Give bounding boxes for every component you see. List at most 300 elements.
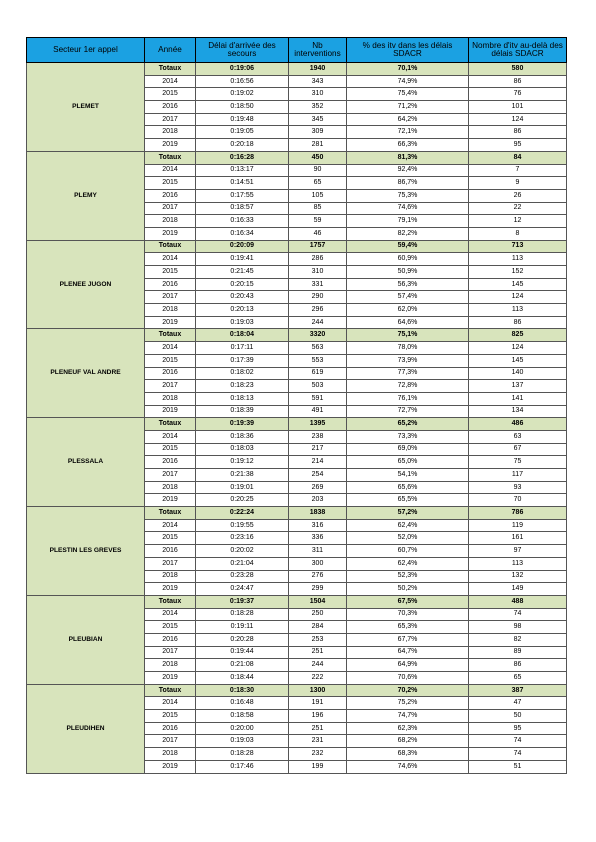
interventions-cell: 191 (289, 697, 347, 710)
beyond-cell: 82 (469, 633, 567, 646)
percent-cell: 62,4% (347, 519, 469, 532)
table-row-total (27, 151, 567, 164)
delay-cell: 0:20:18 (196, 139, 289, 152)
total-percent-cell: 70,1% (347, 63, 469, 76)
year-cell: 2015 (145, 621, 196, 634)
year-cell: 2019 (145, 139, 196, 152)
year-cell: 2016 (145, 367, 196, 380)
total-interventions-cell: 450 (289, 151, 347, 164)
year-cell: 2017 (145, 469, 196, 482)
year-cell: 2014 (145, 253, 196, 266)
percent-cell: 74,7% (347, 710, 469, 723)
beyond-cell: 74 (469, 748, 567, 761)
year-cell: 2015 (145, 443, 196, 456)
percent-cell: 57,4% (347, 291, 469, 304)
delay-cell: 0:19:55 (196, 519, 289, 532)
beyond-cell: 86 (469, 75, 567, 88)
year-cell: 2016 (145, 189, 196, 202)
percent-cell: 52,3% (347, 570, 469, 583)
delay-cell: 0:18:57 (196, 202, 289, 215)
interventions-cell: 46 (289, 227, 347, 240)
beyond-cell: 7 (469, 164, 567, 177)
beyond-cell: 134 (469, 405, 567, 418)
percent-cell: 78,0% (347, 342, 469, 355)
percent-cell: 75,3% (347, 189, 469, 202)
interventions-cell: 563 (289, 342, 347, 355)
total-percent-cell: 57,2% (347, 507, 469, 520)
interventions-cell: 244 (289, 659, 347, 672)
year-cell: 2017 (145, 202, 196, 215)
interventions-cell: 281 (289, 139, 347, 152)
beyond-cell: 86 (469, 126, 567, 139)
beyond-cell: 98 (469, 621, 567, 634)
percent-cell: 67,7% (347, 633, 469, 646)
interventions-cell: 203 (289, 494, 347, 507)
percent-cell: 65,0% (347, 456, 469, 469)
beyond-cell: 124 (469, 291, 567, 304)
beyond-cell: 74 (469, 735, 567, 748)
header-percent-in-delay: % des itv dans les délais SDACR (347, 38, 469, 63)
total-beyond-cell: 486 (469, 418, 567, 431)
percent-cell: 64,6% (347, 316, 469, 329)
year-cell: 2014 (145, 430, 196, 443)
percent-cell: 62,4% (347, 557, 469, 570)
beyond-cell: 140 (469, 367, 567, 380)
percent-cell: 86,7% (347, 177, 469, 190)
delay-cell: 0:18:58 (196, 710, 289, 723)
delay-cell: 0:19:02 (196, 88, 289, 101)
year-cell: 2014 (145, 697, 196, 710)
interventions-cell: 345 (289, 113, 347, 126)
delay-cell: 0:18:28 (196, 608, 289, 621)
interventions-cell: 309 (289, 126, 347, 139)
beyond-cell: 65 (469, 672, 567, 685)
delay-cell: 0:16:48 (196, 697, 289, 710)
delay-cell: 0:20:15 (196, 278, 289, 291)
beyond-cell: 9 (469, 177, 567, 190)
beyond-cell: 26 (469, 189, 567, 202)
beyond-cell: 113 (469, 253, 567, 266)
percent-cell: 65,3% (347, 621, 469, 634)
year-cell: 2018 (145, 304, 196, 317)
interventions-cell: 105 (289, 189, 347, 202)
year-cell: 2017 (145, 113, 196, 126)
year-cell: 2016 (145, 722, 196, 735)
total-interventions-cell: 1300 (289, 684, 347, 697)
intervention-delays-table (26, 37, 567, 774)
sector-cell: PLEUDIHEN (27, 684, 145, 773)
delay-cell: 0:18:50 (196, 101, 289, 114)
total-interventions-cell: 1504 (289, 595, 347, 608)
year-cell: 2018 (145, 392, 196, 405)
interventions-cell: 214 (289, 456, 347, 469)
interventions-cell: 251 (289, 722, 347, 735)
beyond-cell: 161 (469, 532, 567, 545)
beyond-cell: 50 (469, 710, 567, 723)
beyond-cell: 47 (469, 697, 567, 710)
delay-cell: 0:16:33 (196, 215, 289, 228)
delay-cell: 0:19:44 (196, 646, 289, 659)
interventions-cell: 553 (289, 354, 347, 367)
interventions-cell: 299 (289, 583, 347, 596)
delay-cell: 0:19:11 (196, 621, 289, 634)
year-cell: 2018 (145, 659, 196, 672)
total-beyond-cell: 786 (469, 507, 567, 520)
total-label-cell: Totaux (145, 63, 196, 76)
year-cell: 2019 (145, 227, 196, 240)
interventions-cell: 284 (289, 621, 347, 634)
percent-cell: 56,3% (347, 278, 469, 291)
percent-cell: 70,3% (347, 608, 469, 621)
header-interventions: Nb interventions (289, 38, 347, 63)
year-cell: 2015 (145, 532, 196, 545)
table-row-total (27, 329, 567, 342)
delay-cell: 0:18:13 (196, 392, 289, 405)
percent-cell: 65,5% (347, 494, 469, 507)
year-cell: 2016 (145, 101, 196, 114)
percent-cell: 79,1% (347, 215, 469, 228)
interventions-cell: 199 (289, 760, 347, 773)
interventions-cell: 316 (289, 519, 347, 532)
table-body (27, 63, 567, 774)
beyond-cell: 145 (469, 354, 567, 367)
percent-cell: 75,2% (347, 697, 469, 710)
beyond-cell: 152 (469, 266, 567, 279)
total-delay-cell: 0:20:09 (196, 240, 289, 253)
interventions-cell: 250 (289, 608, 347, 621)
table-row-total (27, 684, 567, 697)
beyond-cell: 101 (469, 101, 567, 114)
total-label-cell: Totaux (145, 329, 196, 342)
header-count-beyond-delay: Nombre d'itv au-delà des délais SDACR (469, 38, 567, 63)
percent-cell: 66,3% (347, 139, 469, 152)
percent-cell: 74,9% (347, 75, 469, 88)
interventions-cell: 343 (289, 75, 347, 88)
percent-cell: 75,4% (347, 88, 469, 101)
percent-cell: 72,8% (347, 380, 469, 393)
header-year: Année (145, 38, 196, 63)
interventions-cell: 310 (289, 88, 347, 101)
year-cell: 2018 (145, 215, 196, 228)
delay-cell: 0:20:02 (196, 545, 289, 558)
beyond-cell: 86 (469, 316, 567, 329)
total-percent-cell: 75,1% (347, 329, 469, 342)
delay-cell: 0:21:08 (196, 659, 289, 672)
table-row-total (27, 507, 567, 520)
beyond-cell: 63 (469, 430, 567, 443)
year-cell: 2015 (145, 354, 196, 367)
beyond-cell: 67 (469, 443, 567, 456)
year-cell: 2017 (145, 380, 196, 393)
interventions-cell: 222 (289, 672, 347, 685)
total-beyond-cell: 84 (469, 151, 567, 164)
total-percent-cell: 65,2% (347, 418, 469, 431)
header-sector: Secteur 1er appel (27, 38, 145, 63)
total-interventions-cell: 1395 (289, 418, 347, 431)
total-beyond-cell: 488 (469, 595, 567, 608)
total-delay-cell: 0:18:30 (196, 684, 289, 697)
delay-cell: 0:17:39 (196, 354, 289, 367)
beyond-cell: 70 (469, 494, 567, 507)
interventions-cell: 336 (289, 532, 347, 545)
percent-cell: 68,2% (347, 735, 469, 748)
year-cell: 2019 (145, 405, 196, 418)
interventions-cell: 269 (289, 481, 347, 494)
interventions-cell: 300 (289, 557, 347, 570)
total-label-cell: Totaux (145, 151, 196, 164)
total-delay-cell: 0:18:04 (196, 329, 289, 342)
delay-cell: 0:19:03 (196, 316, 289, 329)
interventions-cell: 65 (289, 177, 347, 190)
interventions-cell: 290 (289, 291, 347, 304)
interventions-cell: 311 (289, 545, 347, 558)
year-cell: 2019 (145, 760, 196, 773)
total-delay-cell: 0:19:37 (196, 595, 289, 608)
percent-cell: 77,3% (347, 367, 469, 380)
delay-cell: 0:14:51 (196, 177, 289, 190)
interventions-cell: 196 (289, 710, 347, 723)
total-interventions-cell: 1838 (289, 507, 347, 520)
total-beyond-cell: 825 (469, 329, 567, 342)
delay-cell: 0:23:16 (196, 532, 289, 545)
interventions-cell: 296 (289, 304, 347, 317)
beyond-cell: 117 (469, 469, 567, 482)
percent-cell: 62,3% (347, 722, 469, 735)
delay-cell: 0:13:17 (196, 164, 289, 177)
percent-cell: 50,9% (347, 266, 469, 279)
delay-cell: 0:21:45 (196, 266, 289, 279)
delay-cell: 0:19:03 (196, 735, 289, 748)
sector-cell: PLEMET (27, 63, 145, 152)
year-cell: 2016 (145, 633, 196, 646)
delay-cell: 0:18:23 (196, 380, 289, 393)
delay-cell: 0:20:43 (196, 291, 289, 304)
beyond-cell: 75 (469, 456, 567, 469)
total-interventions-cell: 1940 (289, 63, 347, 76)
year-cell: 2014 (145, 164, 196, 177)
delay-cell: 0:20:25 (196, 494, 289, 507)
year-cell: 2015 (145, 88, 196, 101)
percent-cell: 62,0% (347, 304, 469, 317)
total-beyond-cell: 713 (469, 240, 567, 253)
delay-cell: 0:17:55 (196, 189, 289, 202)
percent-cell: 76,1% (347, 392, 469, 405)
percent-cell: 52,0% (347, 532, 469, 545)
delay-cell: 0:19:48 (196, 113, 289, 126)
delay-cell: 0:20:00 (196, 722, 289, 735)
total-beyond-cell: 387 (469, 684, 567, 697)
interventions-cell: 238 (289, 430, 347, 443)
interventions-cell: 253 (289, 633, 347, 646)
year-cell: 2016 (145, 545, 196, 558)
percent-cell: 68,3% (347, 748, 469, 761)
delay-cell: 0:19:01 (196, 481, 289, 494)
total-label-cell: Totaux (145, 684, 196, 697)
year-cell: 2019 (145, 494, 196, 507)
delay-cell: 0:18:02 (196, 367, 289, 380)
delay-cell: 0:21:38 (196, 469, 289, 482)
interventions-cell: 244 (289, 316, 347, 329)
beyond-cell: 74 (469, 608, 567, 621)
beyond-cell: 12 (469, 215, 567, 228)
interventions-cell: 331 (289, 278, 347, 291)
year-cell: 2014 (145, 75, 196, 88)
delay-cell: 0:21:04 (196, 557, 289, 570)
percent-cell: 60,7% (347, 545, 469, 558)
percent-cell: 64,9% (347, 659, 469, 672)
total-label-cell: Totaux (145, 507, 196, 520)
interventions-cell: 254 (289, 469, 347, 482)
interventions-cell: 503 (289, 380, 347, 393)
delay-cell: 0:23:28 (196, 570, 289, 583)
total-delay-cell: 0:19:06 (196, 63, 289, 76)
total-percent-cell: 81,3% (347, 151, 469, 164)
year-cell: 2016 (145, 278, 196, 291)
year-cell: 2017 (145, 291, 196, 304)
year-cell: 2019 (145, 583, 196, 596)
year-cell: 2016 (145, 456, 196, 469)
year-cell: 2018 (145, 748, 196, 761)
total-interventions-cell: 1757 (289, 240, 347, 253)
percent-cell: 64,2% (347, 113, 469, 126)
delay-cell: 0:16:34 (196, 227, 289, 240)
sector-cell: PLESSALA (27, 418, 145, 507)
interventions-cell: 85 (289, 202, 347, 215)
percent-cell: 72,7% (347, 405, 469, 418)
total-percent-cell: 67,5% (347, 595, 469, 608)
delay-cell: 0:20:13 (196, 304, 289, 317)
total-label-cell: Totaux (145, 240, 196, 253)
total-delay-cell: 0:19:39 (196, 418, 289, 431)
header-delay: Délai d'arrivée des secours (196, 38, 289, 63)
sector-cell: PLEUBIAN (27, 595, 145, 684)
interventions-cell: 591 (289, 392, 347, 405)
year-cell: 2015 (145, 710, 196, 723)
percent-cell: 70,6% (347, 672, 469, 685)
beyond-cell: 119 (469, 519, 567, 532)
interventions-cell: 231 (289, 735, 347, 748)
beyond-cell: 95 (469, 722, 567, 735)
year-cell: 2014 (145, 342, 196, 355)
interventions-cell: 491 (289, 405, 347, 418)
total-interventions-cell: 3320 (289, 329, 347, 342)
year-cell: 2015 (145, 177, 196, 190)
year-cell: 2017 (145, 646, 196, 659)
percent-cell: 73,9% (347, 354, 469, 367)
year-cell: 2017 (145, 735, 196, 748)
interventions-cell: 232 (289, 748, 347, 761)
beyond-cell: 8 (469, 227, 567, 240)
beyond-cell: 145 (469, 278, 567, 291)
percent-cell: 64,7% (347, 646, 469, 659)
percent-cell: 60,9% (347, 253, 469, 266)
year-cell: 2019 (145, 672, 196, 685)
beyond-cell: 137 (469, 380, 567, 393)
delay-cell: 0:18:36 (196, 430, 289, 443)
beyond-cell: 93 (469, 481, 567, 494)
beyond-cell: 124 (469, 342, 567, 355)
interventions-cell: 251 (289, 646, 347, 659)
table-row-total (27, 595, 567, 608)
delay-cell: 0:24:47 (196, 583, 289, 596)
delay-cell: 0:19:12 (196, 456, 289, 469)
beyond-cell: 124 (469, 113, 567, 126)
beyond-cell: 89 (469, 646, 567, 659)
interventions-cell: 310 (289, 266, 347, 279)
delay-cell: 0:19:41 (196, 253, 289, 266)
total-percent-cell: 70,2% (347, 684, 469, 697)
delay-cell: 0:18:03 (196, 443, 289, 456)
percent-cell: 82,2% (347, 227, 469, 240)
delay-cell: 0:18:44 (196, 672, 289, 685)
percent-cell: 69,0% (347, 443, 469, 456)
interventions-cell: 286 (289, 253, 347, 266)
beyond-cell: 132 (469, 570, 567, 583)
percent-cell: 54,1% (347, 469, 469, 482)
interventions-cell: 619 (289, 367, 347, 380)
sector-cell: PLEMY (27, 151, 145, 240)
beyond-cell: 149 (469, 583, 567, 596)
delay-cell: 0:17:11 (196, 342, 289, 355)
header-row (27, 38, 567, 63)
beyond-cell: 141 (469, 392, 567, 405)
interventions-cell: 217 (289, 443, 347, 456)
delay-cell: 0:19:05 (196, 126, 289, 139)
beyond-cell: 113 (469, 557, 567, 570)
percent-cell: 72,1% (347, 126, 469, 139)
delay-cell: 0:20:28 (196, 633, 289, 646)
interventions-cell: 276 (289, 570, 347, 583)
year-cell: 2015 (145, 266, 196, 279)
sector-cell: PLENEUF VAL ANDRE (27, 329, 145, 418)
total-label-cell: Totaux (145, 595, 196, 608)
total-label-cell: Totaux (145, 418, 196, 431)
percent-cell: 71,2% (347, 101, 469, 114)
year-cell: 2014 (145, 519, 196, 532)
delay-cell: 0:17:46 (196, 760, 289, 773)
interventions-cell: 90 (289, 164, 347, 177)
year-cell: 2019 (145, 316, 196, 329)
total-delay-cell: 0:22:24 (196, 507, 289, 520)
table-row-total (27, 418, 567, 431)
year-cell: 2014 (145, 608, 196, 621)
delay-cell: 0:18:28 (196, 748, 289, 761)
interventions-cell: 352 (289, 101, 347, 114)
percent-cell: 74,6% (347, 202, 469, 215)
sector-cell: PLESTIN LES GREVES (27, 507, 145, 596)
table-row-total (27, 63, 567, 76)
beyond-cell: 76 (469, 88, 567, 101)
percent-cell: 50,2% (347, 583, 469, 596)
beyond-cell: 97 (469, 545, 567, 558)
beyond-cell: 22 (469, 202, 567, 215)
year-cell: 2018 (145, 570, 196, 583)
year-cell: 2018 (145, 126, 196, 139)
beyond-cell: 113 (469, 304, 567, 317)
total-beyond-cell: 580 (469, 63, 567, 76)
year-cell: 2017 (145, 557, 196, 570)
beyond-cell: 86 (469, 659, 567, 672)
delay-cell: 0:18:39 (196, 405, 289, 418)
table-row-total (27, 240, 567, 253)
beyond-cell: 51 (469, 760, 567, 773)
delay-cell: 0:16:56 (196, 75, 289, 88)
beyond-cell: 95 (469, 139, 567, 152)
sector-cell: PLENEE JUGON (27, 240, 145, 329)
year-cell: 2018 (145, 481, 196, 494)
interventions-cell: 59 (289, 215, 347, 228)
total-percent-cell: 59,4% (347, 240, 469, 253)
